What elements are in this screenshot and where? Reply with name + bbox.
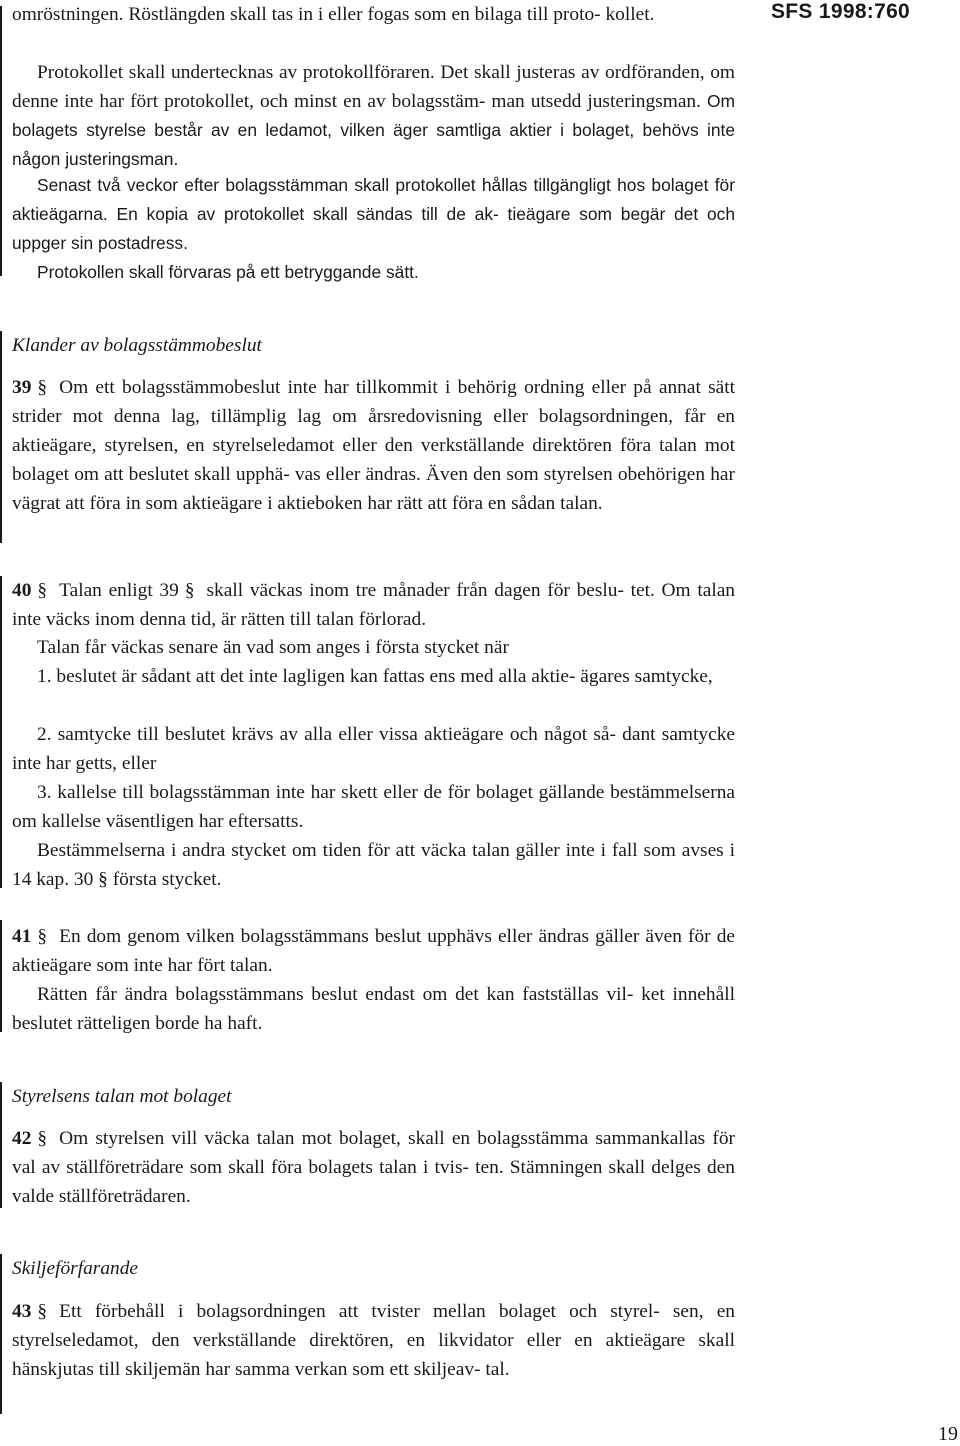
paragraph-text: Om bolagets styrelse består av en ledamot, vilken äger samtliga aktier i bolaget, behövs inte någon justeringsman. [12, 91, 735, 169]
section-number: 40 [12, 580, 32, 601]
change-bar [0, 920, 2, 1032]
section-number: 43 [12, 1301, 32, 1322]
list-item: 2. samtycke till beslutet krävs av alla eller vissa aktieägare och något så- dant samtycke inte har getts, eller [12, 724, 735, 774]
section-sign: § [37, 580, 48, 601]
list-item: 3. kallelse till bolagsstämman inte har skett eller de för bolaget gällande bestämmelserna om kallelse väsentligen har eftersatts. [12, 782, 735, 832]
paragraph-text: En kopia av protokollet skall sändas till de ak- tieägare som begär det och uppger sin postadress. [12, 204, 735, 253]
section-43 [12, 1297, 735, 1384]
change-bar [0, 1254, 2, 1414]
section-sign: § [37, 1301, 48, 1322]
change-bar [0, 576, 2, 888]
sfs-number: SFS 1998:760 [771, 0, 911, 23]
section-text: Om ett bolagsstämmobeslut inte har tillkommit i behörig ordning eller på annat sätt strider mot denna lag, tillämplig lag om årsredovisning eller bolagsordningen, får en aktieägare, styrelsen, en styrelseledamot eller den verkställande direktören föra talan mot bolaget om att beslutet skall upphä- vas eller ändras. Även den som styrelsen obehörigen har vägrat att föra in som aktieägare i aktieboken har rätt att föra en sådan talan. [12, 377, 735, 514]
section-text: skall väckas inom tre månader från dagen för beslu- tet. Om talan inte väcks inom denna tid, är rätten till talan förlorad. [12, 580, 736, 630]
paragraph [12, 58, 735, 174]
page-number: 19 [938, 1423, 958, 1445]
section-number: 39 [12, 377, 32, 398]
paragraph: Talan får väckas senare än vad som anges i första stycket när [37, 637, 509, 658]
section-39 [12, 373, 735, 518]
change-bar [0, 331, 2, 543]
paragraph [12, 171, 735, 258]
paragraph: Bestämmelserna i andra stycket om tiden för att väcka talan gäller inte i fall som avses i 14 kap. 30 § första stycket. [12, 840, 735, 890]
section-sign: § [184, 580, 195, 601]
section-41 [12, 922, 735, 980]
section-42 [12, 1124, 735, 1211]
list-item: 1. beslutet är sådant att det inte lagligen kan fattas ens med alla aktie- ägares samtycke, [37, 666, 713, 687]
section-heading: Klander av bolagsstämmobeslut [12, 335, 262, 356]
change-bar [0, 1082, 2, 1208]
paragraph: omröstningen. Röstlängden skall tas in i eller fogas som en bilaga till proto- kollet. [12, 4, 655, 25]
paragraph-text: Senast två veckor efter bolagsstämman skall protokollet hållas tillgängligt hos bolaget för aktieägarna. [12, 175, 735, 224]
section-heading: Skiljeförfarande [12, 1258, 139, 1279]
section-number: 41 [12, 926, 32, 947]
section-sign: § [37, 1128, 48, 1149]
section-sign: § [37, 926, 48, 947]
change-bar [0, 6, 2, 276]
section-number: 42 [12, 1128, 32, 1149]
section-text: En dom genom vilken bolagsstämmans beslut upphävs eller ändras gäller även för de aktieägare som inte har fört talan. [12, 926, 735, 976]
paragraph: Rätten får ändra bolagsstämmans beslut endast om det kan fastställas vil- ket innehåll beslutet rätteligen borde ha haft. [12, 984, 735, 1034]
section-text: Talan enligt 39 [59, 580, 179, 601]
section-40 [12, 576, 735, 634]
section-sign: § [37, 377, 48, 398]
section-text: Ett förbehåll i bolagsordningen att tvister mellan bolaget och styrel- sen, en styrelseledamot, den verkställande direktören, en likvidator eller en aktieägare skall hänskjutas till skiljemän har samma verkan som ett skiljeav- tal. [12, 1301, 735, 1380]
section-text: Om styrelsen vill väcka talan mot bolaget, skall en bolagsstämma sammankallas för val av ställföreträdare som skall föra bolagets talan i tvis- ten. Stämningen skall delges den valde ställföreträdaren. [12, 1128, 735, 1207]
section-heading: Styrelsens talan mot bolaget [12, 1086, 232, 1107]
paragraph-text: Protokollet skall undertecknas av protokollföraren. Det skall justeras av ordföranden, om denne inte har fört protokollet, och minst en av bolagsstäm- man utsedd justeringsman. [12, 62, 735, 112]
paragraph: Protokollen skall förvaras på ett betryggande sätt. [37, 262, 419, 282]
